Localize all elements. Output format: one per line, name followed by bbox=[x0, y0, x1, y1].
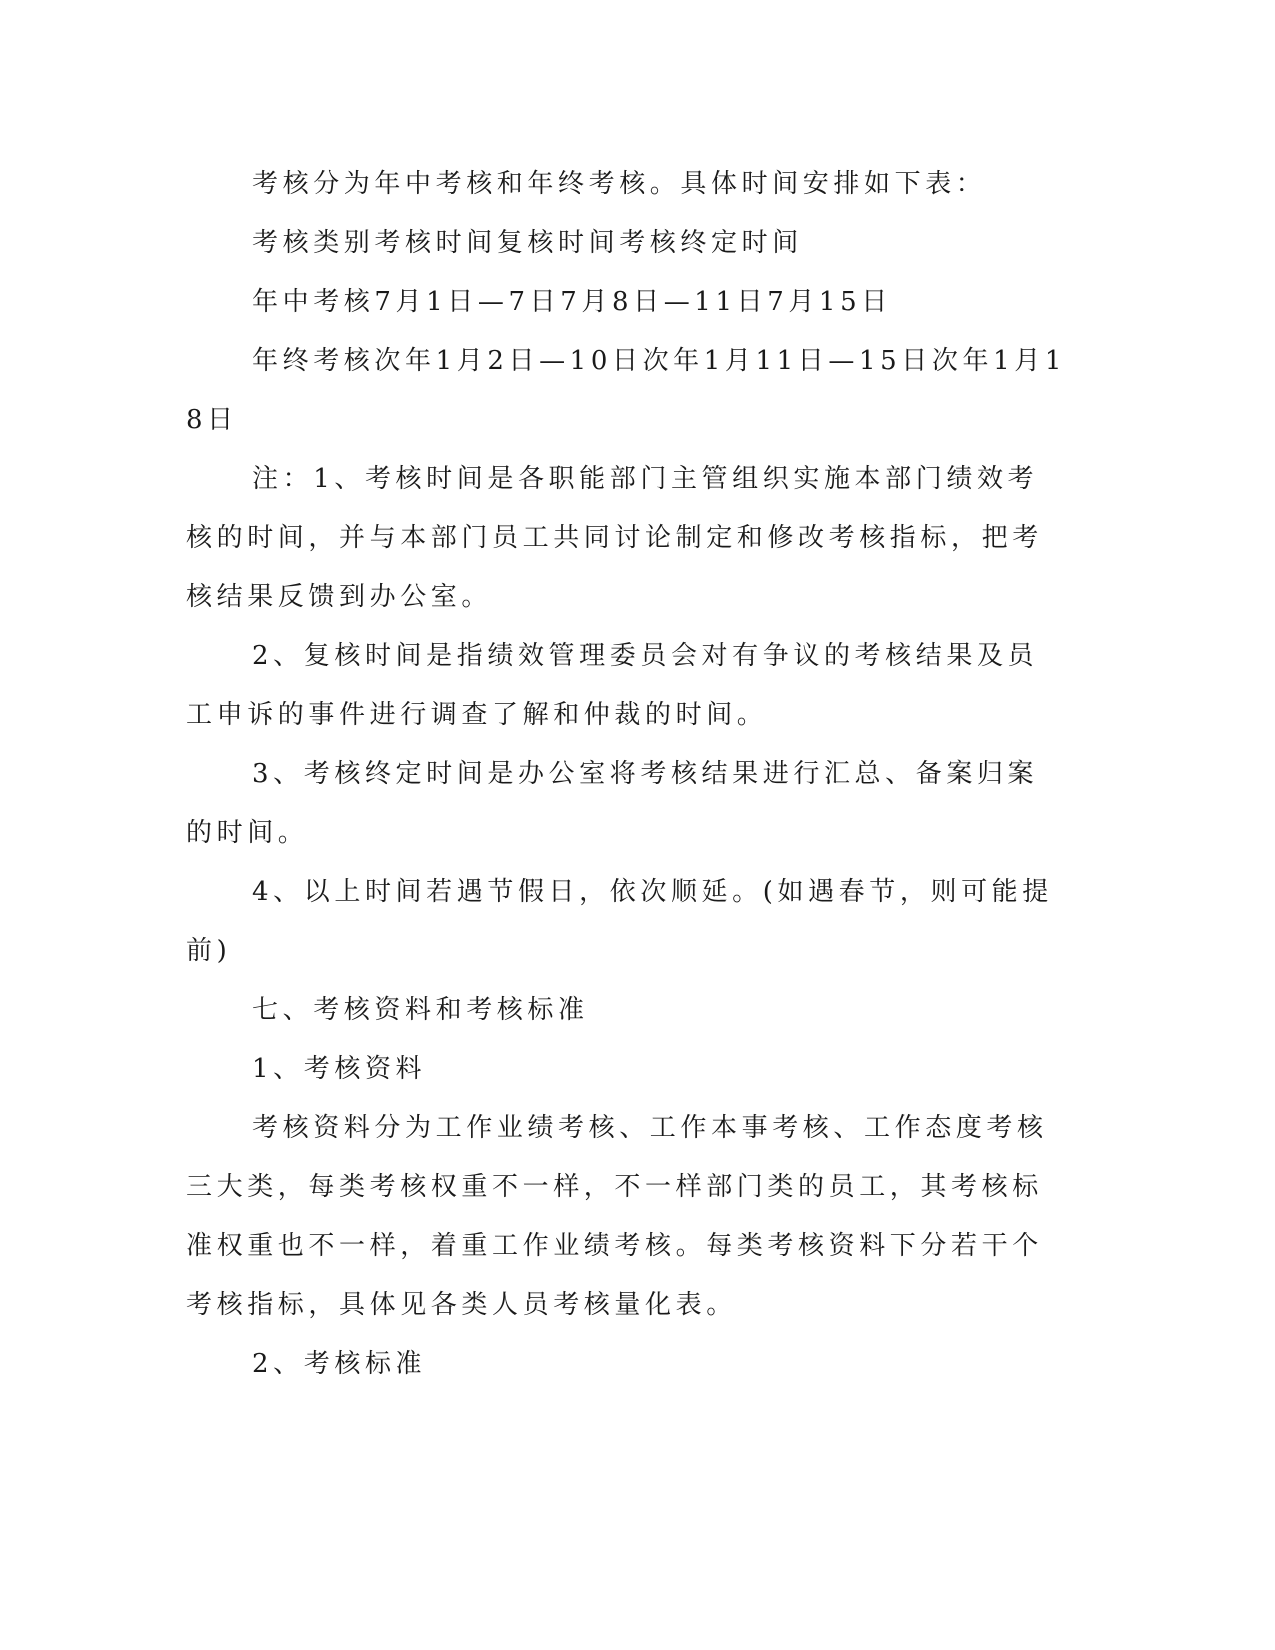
paragraph-intro: 考核分为年中考核和年终考核。具体时间安排如下表： bbox=[252, 169, 987, 199]
paragraph-note-2: 2、复核时间是指绩效管理委员会对有争议的考核结果及员工申诉的事件进行调查了解和仲裁的时间。 bbox=[186, 641, 1039, 730]
paragraph-note-4: 4、以上时间若遇节假日，依次顺延。(如遇春节，则可能提前) bbox=[186, 877, 1053, 966]
paragraph-midyear-row: 年中考核7月1日—7日7月8日—11日7月15日 bbox=[252, 287, 892, 317]
subheading-assessment-standards: 2、考核标准 bbox=[252, 1349, 427, 1379]
paragraph-table-header: 考核类别考核时间复核时间考核终定时间 bbox=[252, 228, 803, 258]
document-body bbox=[186, 155, 1066, 1394]
paragraph-yearend-row: 年终考核次年1月2日—10日次年1月11日—15日次年1月18日 bbox=[186, 346, 1066, 435]
subheading-assessment-materials: 1、考核资料 bbox=[252, 1054, 427, 1084]
paragraph-note-1: 注：1、考核时间是各职能部门主管组织实施本部门绩效考核的时间，并与本部门员工共同讨论制定和修改考核指标，把考核结果反馈到办公室。 bbox=[186, 464, 1043, 612]
paragraph-assessment-materials: 考核资料分为工作业绩考核、工作本事考核、工作态度考核三大类，每类考核权重不一样，不一样部门类的员工，其考核标准权重也不一样，着重工作业绩考核。每类考核资料下分若干个考核指标，具体见各类人员考核量化表。 bbox=[186, 1113, 1048, 1320]
paragraph-note-3: 3、考核终定时间是办公室将考核结果进行汇总、备案归案的时间。 bbox=[186, 759, 1039, 848]
section-heading-7: 七、考核资料和考核标准 bbox=[252, 995, 589, 1025]
